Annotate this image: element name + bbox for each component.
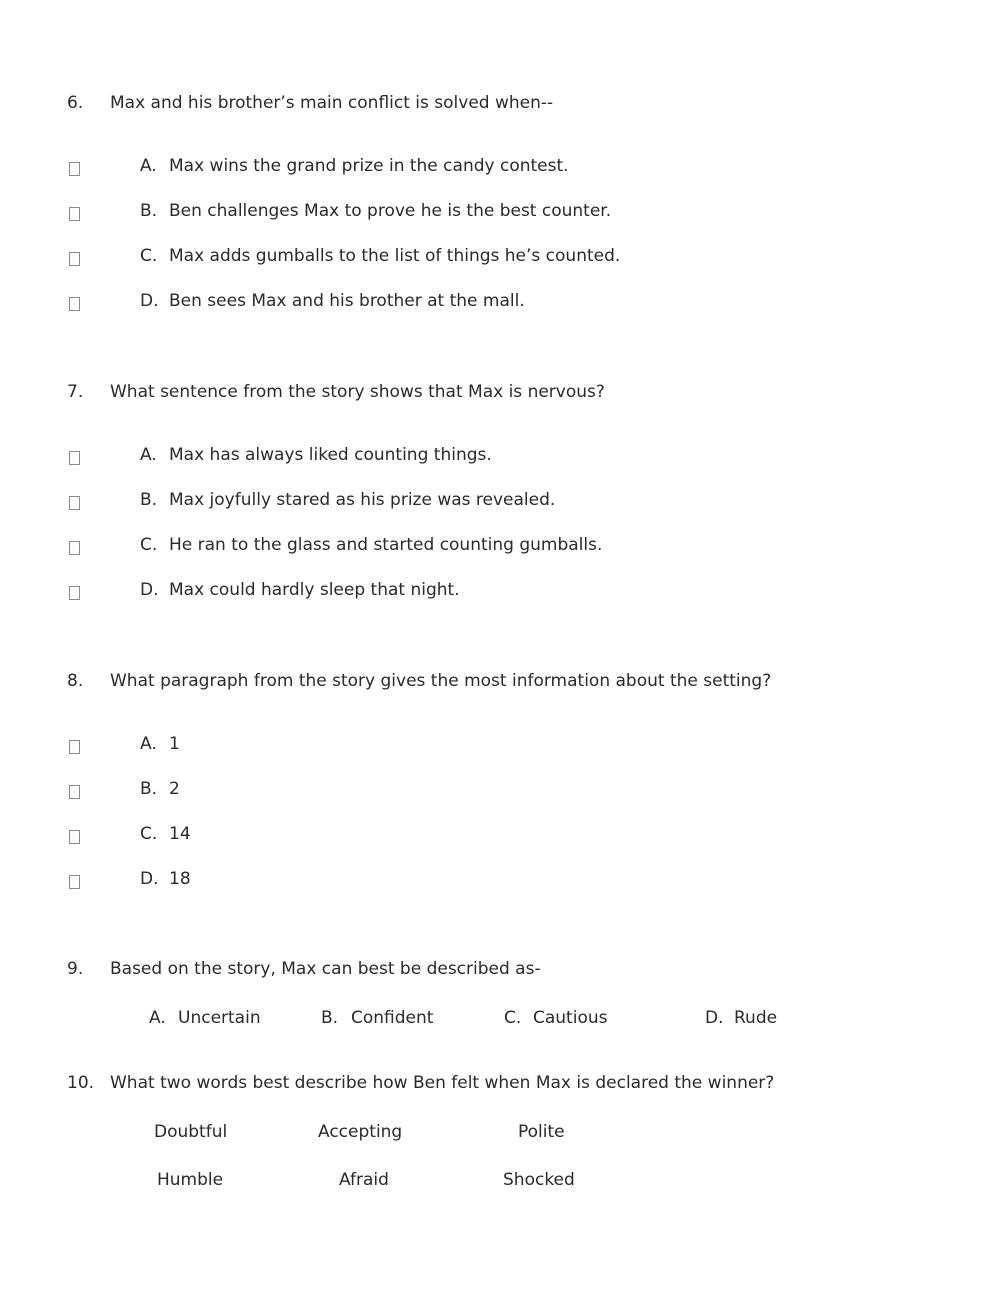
word-choice[interactable]: Doubtful — [154, 1122, 228, 1142]
option-letter: D. — [140, 580, 159, 600]
answer-checkbox-8c[interactable] — [69, 830, 80, 844]
option-letter: C. — [140, 535, 158, 555]
option-letter: A. — [140, 734, 157, 754]
question-number: 9. — [67, 959, 84, 979]
question-text: What paragraph from the story gives the most information about the setting? — [110, 671, 772, 691]
option-letter: B. — [140, 201, 158, 221]
word-choice[interactable]: Shocked — [503, 1170, 575, 1190]
option-letter: D. — [140, 291, 159, 311]
answer-checkbox-6d[interactable] — [69, 297, 80, 311]
option-text: 18 — [169, 869, 191, 889]
option-text: Confident — [351, 1008, 434, 1028]
option-text: Max wins the grand prize in the candy contest. — [169, 156, 569, 176]
answer-checkbox-8d[interactable] — [69, 875, 80, 889]
question-text: What sentence from the story shows that Max is nervous? — [110, 382, 605, 402]
option-text: 14 — [169, 824, 191, 844]
answer-checkbox-7b[interactable] — [69, 496, 80, 510]
question-text: Max and his brother’s main conflict is solved when-- — [110, 93, 554, 113]
option-letter: B. — [321, 1008, 339, 1028]
option-text: 1 — [169, 734, 180, 754]
question-number: 8. — [67, 671, 84, 691]
option-letter: D. — [705, 1008, 724, 1028]
option-letter: C. — [140, 824, 158, 844]
answer-checkbox-7d[interactable] — [69, 586, 80, 600]
option-text: Ben challenges Max to prove he is the best counter. — [169, 201, 612, 221]
option-letter: B. — [140, 490, 158, 510]
question-number: 10. — [67, 1073, 95, 1093]
option-text: Max could hardly sleep that night. — [169, 580, 460, 600]
answer-checkbox-8b[interactable] — [69, 785, 80, 799]
option-text: Cautious — [533, 1008, 608, 1028]
answer-checkbox-7a[interactable] — [69, 451, 80, 465]
answer-checkbox-6a[interactable] — [69, 162, 80, 176]
option-text: Ben sees Max and his brother at the mall. — [169, 291, 525, 311]
option-letter: C. — [140, 246, 158, 266]
question-number: 6. — [67, 93, 84, 113]
option-letter: A. — [140, 156, 157, 176]
option-letter: D. — [140, 869, 159, 889]
answer-checkbox-6c[interactable] — [69, 252, 80, 266]
option-letter: A. — [149, 1008, 166, 1028]
word-choice[interactable]: Afraid — [339, 1170, 389, 1190]
option-text: Max has always liked counting things. — [169, 445, 492, 465]
option-text: Max joyfully stared as his prize was revealed. — [169, 490, 556, 510]
question-text: Based on the story, Max can best be described as- — [110, 959, 541, 979]
word-choice[interactable]: Accepting — [318, 1122, 403, 1142]
question-number: 7. — [67, 382, 84, 402]
question-text: What two words best describe how Ben felt when Max is declared the winner? — [110, 1073, 775, 1093]
option-text: Max adds gumballs to the list of things he’s counted. — [169, 246, 621, 266]
word-choice[interactable]: Humble — [157, 1170, 224, 1190]
option-text: Uncertain — [178, 1008, 261, 1028]
option-text: Rude — [734, 1008, 778, 1028]
word-choice[interactable]: Polite — [518, 1122, 565, 1142]
option-letter: B. — [140, 779, 158, 799]
option-letter: A. — [140, 445, 157, 465]
option-letter: C. — [504, 1008, 522, 1028]
answer-checkbox-8a[interactable] — [69, 740, 80, 754]
answer-checkbox-7c[interactable] — [69, 541, 80, 555]
answer-checkbox-6b[interactable] — [69, 207, 80, 221]
option-text: 2 — [169, 779, 180, 799]
option-text: He ran to the glass and started counting gumballs. — [169, 535, 603, 555]
